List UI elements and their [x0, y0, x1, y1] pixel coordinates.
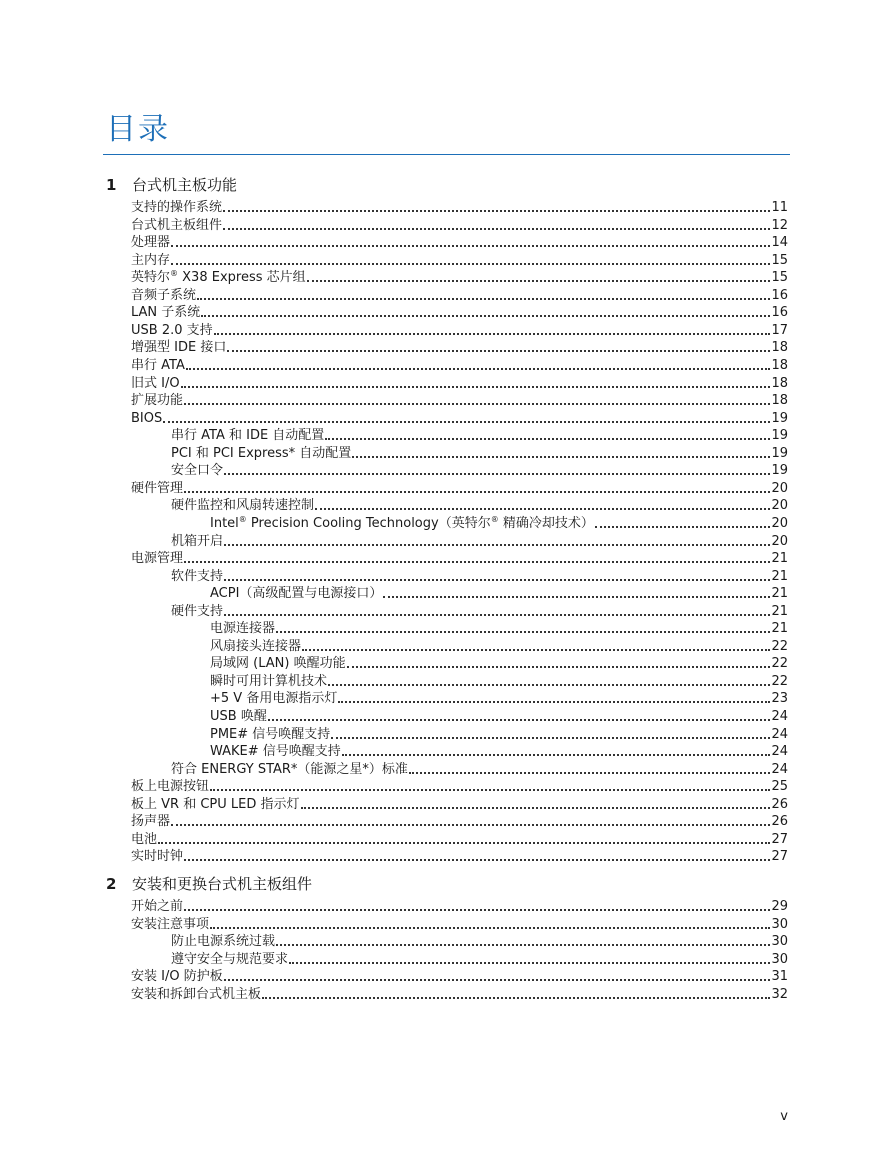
- toc-entry-label: 瞬时可用计算机技术: [210, 673, 328, 689]
- toc-entry-label: 主内存: [131, 252, 171, 268]
- dot-leader: [224, 579, 770, 581]
- toc-entry-page: 24: [771, 709, 788, 724]
- chapter-title: 台式机主板功能: [132, 176, 238, 194]
- toc-entry-label: 电源连接器: [210, 621, 276, 637]
- toc-entry-label: 软件支持: [171, 568, 224, 584]
- toc-entry[interactable]: [131, 357, 788, 374]
- dot-leader: [338, 701, 770, 703]
- dot-leader: [325, 438, 770, 440]
- chapter-heading-1[interactable]: [106, 175, 237, 195]
- toc-entry-page: 15: [771, 252, 788, 268]
- toc-entry-page: 21: [771, 586, 788, 602]
- dot-leader: [224, 473, 770, 475]
- dot-leader: [262, 997, 770, 999]
- toc-entry[interactable]: [131, 199, 788, 216]
- toc-entry-page: 24: [771, 761, 788, 777]
- dot-leader: [315, 508, 770, 510]
- toc-entry[interactable]: [210, 726, 788, 743]
- toc-entry-label: 英特尔® X38 Express 芯片组: [131, 269, 306, 286]
- dot-leader: [383, 596, 770, 598]
- toc-entry-page: 11: [771, 200, 788, 215]
- toc-entry[interactable]: [210, 690, 788, 707]
- dot-leader: [184, 561, 770, 563]
- toc-entry-page: 23: [771, 691, 788, 707]
- toc-entry-label: 开始之前: [131, 899, 184, 914]
- toc-entry-page: 18: [771, 358, 788, 373]
- toc-entry-page: 18: [771, 340, 788, 356]
- toc-entry[interactable]: [171, 533, 788, 550]
- toc-entry-label: 电池: [131, 831, 158, 847]
- toc-entry[interactable]: [131, 234, 788, 251]
- toc-entry[interactable]: [171, 462, 788, 479]
- toc-entry-page: 24: [771, 744, 788, 760]
- toc-entry[interactable]: [131, 339, 788, 356]
- toc-entry[interactable]: [131, 831, 788, 848]
- dot-leader: [223, 228, 770, 230]
- toc-entry[interactable]: [131, 269, 788, 286]
- toc-entry-label: 安装注意事项: [131, 916, 210, 932]
- toc-entry-page: 20: [771, 533, 788, 549]
- toc-entry-page: 31: [771, 969, 788, 985]
- toc-entry[interactable]: [131, 410, 788, 427]
- toc-entry[interactable]: [131, 322, 788, 339]
- toc-entry-page: 24: [771, 726, 788, 742]
- toc-entry-label: PCI 和 PCI Express* 自动配置: [171, 445, 352, 461]
- toc-entry-label: 防止电源系统过载: [171, 934, 276, 950]
- dot-leader: [307, 280, 771, 282]
- toc-entry-label: LAN 子系统: [131, 305, 201, 321]
- toc-entry-label: 旧式 I/O: [131, 375, 180, 391]
- dot-leader: [210, 927, 770, 929]
- toc-entry[interactable]: [171, 603, 788, 620]
- dot-leader: [224, 544, 770, 546]
- toc-entry-page: 14: [771, 235, 788, 251]
- toc-entry-label: 风扇接头连接器: [210, 638, 302, 654]
- toc-entry-page: 26: [771, 814, 788, 830]
- toc-entry[interactable]: [210, 743, 788, 760]
- toc-entry-page: 18: [771, 375, 788, 391]
- toc-entry-page: 26: [771, 796, 788, 812]
- toc-entry-label: 安装 I/O 防护板: [131, 969, 223, 985]
- dot-leader: [201, 315, 770, 317]
- toc-entry-page: 27: [771, 849, 788, 865]
- toc-entry[interactable]: [131, 778, 788, 795]
- toc-entry-page: 19: [771, 463, 788, 479]
- dot-leader: [171, 824, 770, 826]
- dot-leader: [158, 842, 770, 844]
- toc-entry[interactable]: [171, 951, 788, 968]
- toc-entry-page: 19: [771, 410, 788, 426]
- dot-leader: [184, 909, 770, 911]
- toc-entry-label: 板上电源按钮: [131, 779, 210, 795]
- page-number: v: [780, 1109, 788, 1124]
- chapter-title: 安装和更换台式机主板组件: [132, 875, 313, 893]
- toc-entry[interactable]: [131, 252, 788, 269]
- toc-entry[interactable]: [210, 515, 788, 532]
- dot-leader: [342, 754, 771, 756]
- toc-entry-page: 18: [771, 393, 788, 409]
- toc-entry[interactable]: [131, 898, 788, 915]
- toc-entry[interactable]: [131, 392, 788, 409]
- dot-leader: [184, 403, 770, 405]
- toc-entry-label: 支持的操作系统: [131, 200, 223, 215]
- title-divider: [103, 154, 790, 155]
- toc-entry-label: 硬件管理: [131, 480, 184, 496]
- toc-entry[interactable]: [131, 287, 788, 304]
- toc-entry-page: 27: [771, 831, 788, 847]
- dot-leader: [214, 333, 771, 335]
- dot-leader: [224, 614, 770, 616]
- toc-entry-label: ACPI（高级配置与电源接口）: [210, 586, 383, 602]
- chapter-number: 1: [106, 176, 117, 194]
- dot-leader: [302, 649, 770, 651]
- toc-entry[interactable]: [210, 708, 788, 725]
- dot-leader: [184, 491, 770, 493]
- toc-entry[interactable]: [210, 638, 788, 655]
- toc-entry-page: 17: [771, 322, 788, 338]
- toc-entry-label: 硬件支持: [171, 603, 224, 619]
- toc-entry-label: 实时时钟: [131, 849, 184, 865]
- toc-entry-label: 局域网 (LAN) 唤醒功能: [210, 656, 346, 672]
- toc-entry[interactable]: [131, 304, 788, 321]
- toc-entry[interactable]: [171, 497, 788, 514]
- toc-entry-label: 处理器: [131, 235, 171, 251]
- toc-entry-label: Intel® Precision Cooling Technology（英特尔® 精确冷却技术）: [210, 514, 594, 531]
- dot-leader: [163, 421, 770, 423]
- dot-leader: [223, 210, 770, 212]
- chapter-number: 2: [106, 875, 117, 893]
- toc-entry-label: WAKE# 信号唤醒支持: [210, 744, 341, 760]
- toc-entry-label: +5 V 备用电源指示灯: [210, 691, 338, 707]
- dot-leader: [301, 807, 771, 809]
- toc-entry-page: 25: [771, 779, 788, 795]
- toc-entry-label: 音频子系统: [131, 287, 197, 303]
- toc-entry[interactable]: [171, 933, 788, 950]
- toc-entry[interactable]: [131, 796, 788, 813]
- dot-leader: [328, 684, 770, 686]
- toc-entry[interactable]: [210, 620, 788, 637]
- toc-entry-label: 机箱开启: [171, 533, 224, 549]
- toc-entry[interactable]: [131, 217, 788, 234]
- toc-entry-label: 增强型 IDE 接口: [131, 340, 227, 356]
- toc-entry[interactable]: [210, 585, 788, 602]
- toc-entry-page: 21: [771, 551, 788, 566]
- toc-entry-label: 符合 ENERGY STAR*（能源之星*）标准: [171, 761, 408, 777]
- dot-leader: [171, 245, 770, 247]
- toc-entry-label: 串行 ATA 和 IDE 自动配置: [171, 428, 325, 444]
- toc-entry[interactable]: [210, 673, 788, 690]
- toc-entry-label: USB 唤醒: [210, 709, 267, 724]
- toc-entry[interactable]: [171, 568, 788, 585]
- toc-entry[interactable]: [171, 445, 788, 462]
- dot-leader: [276, 631, 770, 633]
- dot-leader: [276, 944, 770, 946]
- toc-entry-page: 22: [771, 673, 788, 689]
- toc-entry[interactable]: [131, 550, 788, 567]
- toc-entry-label: PME# 信号唤醒支持: [210, 726, 331, 742]
- dot-leader: [224, 979, 771, 981]
- dot-leader: [409, 772, 771, 774]
- toc-entry-page: 22: [771, 638, 788, 654]
- dot-leader: [171, 263, 770, 265]
- dot-leader: [186, 368, 771, 370]
- toc-entry-page: 32: [771, 986, 788, 1002]
- dot-leader: [227, 350, 770, 352]
- toc-entry[interactable]: [210, 655, 788, 672]
- toc-entry-label: 安装和拆卸台式机主板: [131, 986, 262, 1002]
- dot-leader: [268, 719, 771, 721]
- toc-entry-label: USB 2.0 支持: [131, 322, 213, 338]
- toc-entry-page: 29: [771, 899, 788, 914]
- toc-entry-label: 板上 VR 和 CPU LED 指示灯: [131, 796, 300, 812]
- toc-entry-label: 安全口令: [171, 463, 224, 479]
- toc-entry-label: 扬声器: [131, 814, 171, 830]
- dot-leader: [595, 526, 771, 528]
- toc-entry-label: 遵守安全与规范要求: [171, 951, 289, 967]
- toc-entry-page: 15: [771, 270, 788, 286]
- dot-leader: [184, 859, 770, 861]
- dot-leader: [347, 666, 771, 668]
- toc-entry-page: 20: [771, 515, 788, 531]
- toc-entry-page: 12: [771, 217, 788, 233]
- toc-entry-page: 20: [771, 498, 788, 514]
- toc-entry[interactable]: [131, 916, 788, 933]
- toc-entry-page: 19: [771, 428, 788, 444]
- toc-entry[interactable]: [131, 986, 788, 1003]
- toc-entry[interactable]: [131, 813, 788, 830]
- toc-entry[interactable]: [171, 427, 788, 444]
- toc-entry-page: 30: [771, 916, 788, 932]
- toc-entry-page: 21: [771, 603, 788, 619]
- toc-entry-page: 16: [771, 305, 788, 321]
- toc-entry-label: 硬件监控和风扇转速控制: [171, 498, 315, 514]
- toc-entry[interactable]: [131, 968, 788, 985]
- toc-entry[interactable]: [131, 848, 788, 865]
- dot-leader: [181, 386, 771, 388]
- toc-entry-label: 台式机主板组件: [131, 217, 223, 233]
- toc-entry-page: 22: [771, 656, 788, 672]
- toc-entry-label: 扩展功能: [131, 393, 184, 409]
- chapter-heading-2[interactable]: [106, 874, 312, 894]
- dot-leader: [197, 298, 770, 300]
- toc-entry-page: 20: [771, 480, 788, 496]
- toc-entry-label: 串行 ATA: [131, 358, 185, 373]
- dot-leader: [289, 962, 770, 964]
- toc-entry-label: 电源管理: [131, 551, 184, 566]
- toc-entry[interactable]: [131, 480, 788, 497]
- toc-entry[interactable]: [131, 375, 788, 392]
- toc-entry-page: 19: [771, 445, 788, 461]
- toc-entry-label: BIOS: [131, 410, 163, 426]
- dot-leader: [331, 737, 770, 739]
- toc-entry-page: 21: [771, 621, 788, 637]
- toc-entry-page: 30: [771, 934, 788, 950]
- dot-leader: [352, 456, 770, 458]
- toc-entry[interactable]: [171, 761, 788, 778]
- toc-entry-page: 30: [771, 951, 788, 967]
- dot-leader: [210, 789, 770, 791]
- toc-entry-page: 16: [771, 287, 788, 303]
- page-title: 目录: [106, 112, 170, 147]
- toc-entry-page: 21: [771, 568, 788, 584]
